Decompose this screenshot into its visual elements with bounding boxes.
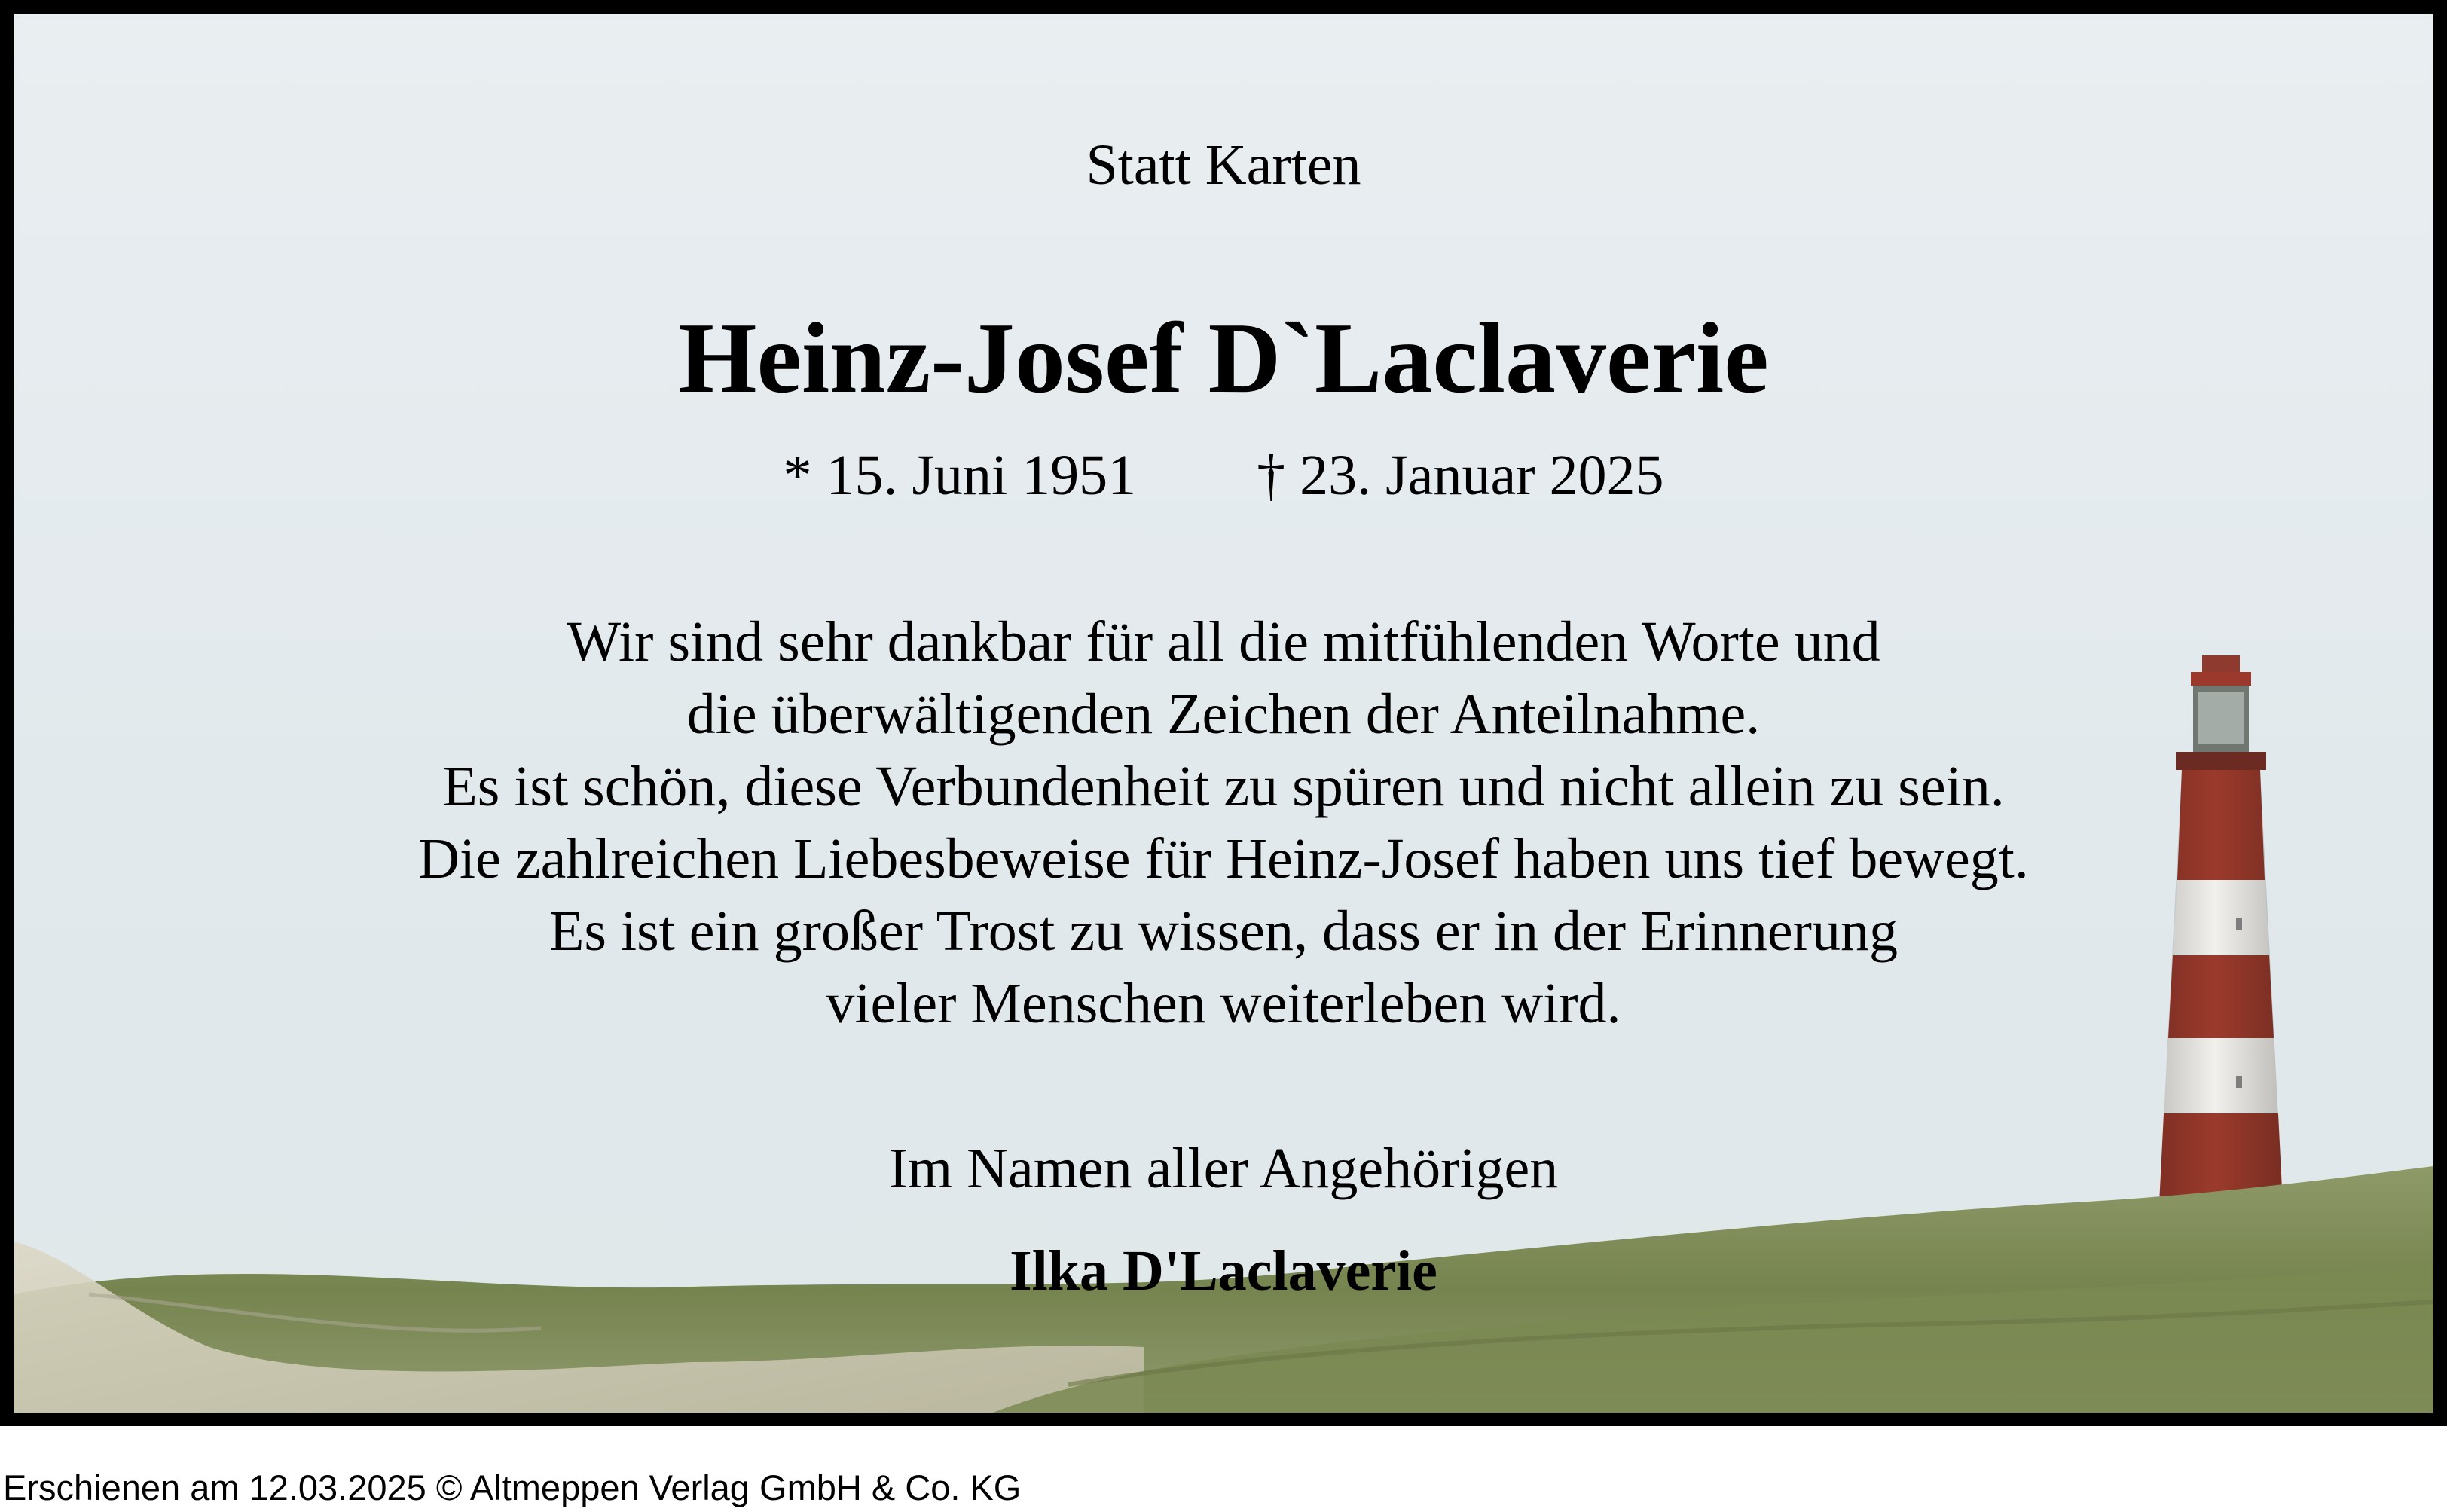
death-date: † 23. Januar 2025 <box>1257 444 1664 507</box>
text-line: Wir sind sehr dankbar für all die mitfühlenden Worte und <box>567 610 1880 674</box>
headline: Statt Karten <box>1086 133 1361 197</box>
birth-date: * 15. Juni 1951 <box>783 444 1137 507</box>
publication-footer: Erschienen am 12.03.2025 © Altmeppen Verlag GmbH & Co. KG <box>3 1468 1022 1507</box>
text-line: die überwältigenden Zeichen der Anteilnahme. <box>686 683 1761 746</box>
life-dates <box>14 443 2433 509</box>
text-line: vieler Menschen weiterleben wird. <box>826 972 1621 1035</box>
text-line: Es ist ein großer Trost zu wissen, dass er in der Erinnerung <box>549 900 1898 963</box>
thank-you-text <box>14 606 2433 1040</box>
signature-intro: Im Namen aller Angehörigen <box>888 1137 1559 1200</box>
signer-name: Ilka D'Laclaverie <box>1010 1239 1437 1303</box>
text-line: Die zahlreichen Liebesbeweise für Heinz-Josef haben uns tief bewegt. <box>418 827 2029 890</box>
text-line: Es ist schön, diese Verbundenheit zu spüren und nicht allein zu sein. <box>442 755 2005 818</box>
deceased-name: Heinz-Josef D`Laclaverie <box>678 302 1769 414</box>
